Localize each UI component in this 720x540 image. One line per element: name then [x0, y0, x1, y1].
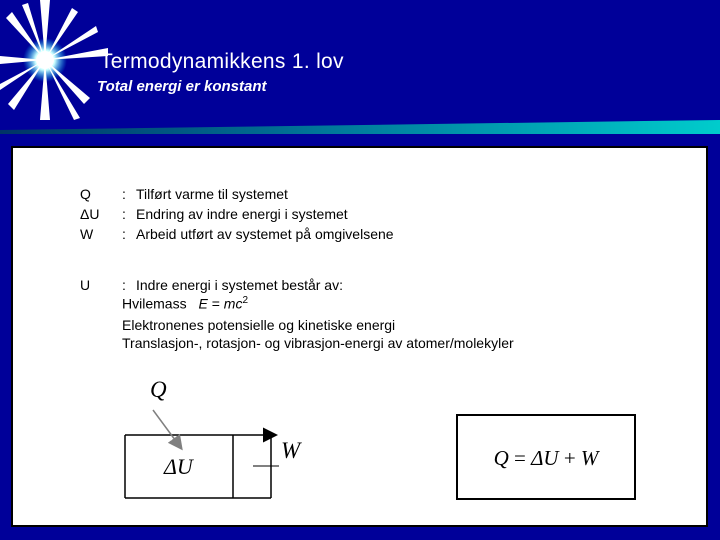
heat-arrow: [153, 410, 181, 448]
definition-symbol: W: [80, 226, 94, 242]
diagram-work-label: W: [281, 438, 301, 463]
definition-colon: :: [122, 206, 126, 222]
system-box: [125, 435, 279, 498]
formula-term-w: W: [580, 446, 599, 470]
formula-equals: =: [508, 446, 532, 470]
formula-box: [456, 414, 636, 500]
title-divider-bar: [0, 120, 720, 134]
slide-title: Termodynamikkens 1. lov: [100, 50, 344, 73]
definition-text: Endring av indre energi i systemet: [136, 206, 348, 222]
internal-energy-colon: :: [122, 277, 126, 293]
formula-term-delta-u: ΔU: [531, 446, 559, 470]
rest-mass-label: Hvilemass: [122, 295, 187, 312]
definition-colon: :: [122, 226, 126, 242]
definition-text: Tilført varme til systemet: [136, 186, 288, 202]
content-panel: [11, 146, 708, 527]
internal-energy-text: Indre energi i systemet består av:: [136, 277, 343, 293]
internal-energy-symbol: U: [80, 277, 91, 293]
molecular-energy-line: Translasjon-, rotasjon- og vibrasjon-energi av atomer/molekyler: [122, 335, 514, 351]
first-law-formula: [458, 446, 634, 471]
diagram-heat-label: Q: [150, 377, 167, 402]
rest-mass-formula-exponent: 2: [242, 295, 249, 306]
rest-mass-formula-eq: =: [207, 295, 224, 312]
rest-mass-formula-lhs: E: [198, 295, 208, 312]
definition-symbol: Q: [80, 186, 91, 202]
electron-energy-line: Elektronenes potensielle og kinetiske energi: [122, 317, 396, 333]
formula-plus: +: [558, 446, 581, 470]
diagram-internal-energy-label: ΔU: [164, 454, 193, 479]
starburst-icon: [0, 0, 110, 120]
formula-lhs: Q: [493, 446, 509, 470]
definition-colon: :: [122, 186, 126, 202]
definition-symbol: ΔU: [80, 206, 100, 222]
slide-subtitle: Total energi er konstant: [97, 78, 267, 95]
definition-text: Arbeid utført av systemet på omgivelsene: [136, 226, 394, 242]
rest-mass-formula-rhs: mc: [223, 295, 243, 312]
